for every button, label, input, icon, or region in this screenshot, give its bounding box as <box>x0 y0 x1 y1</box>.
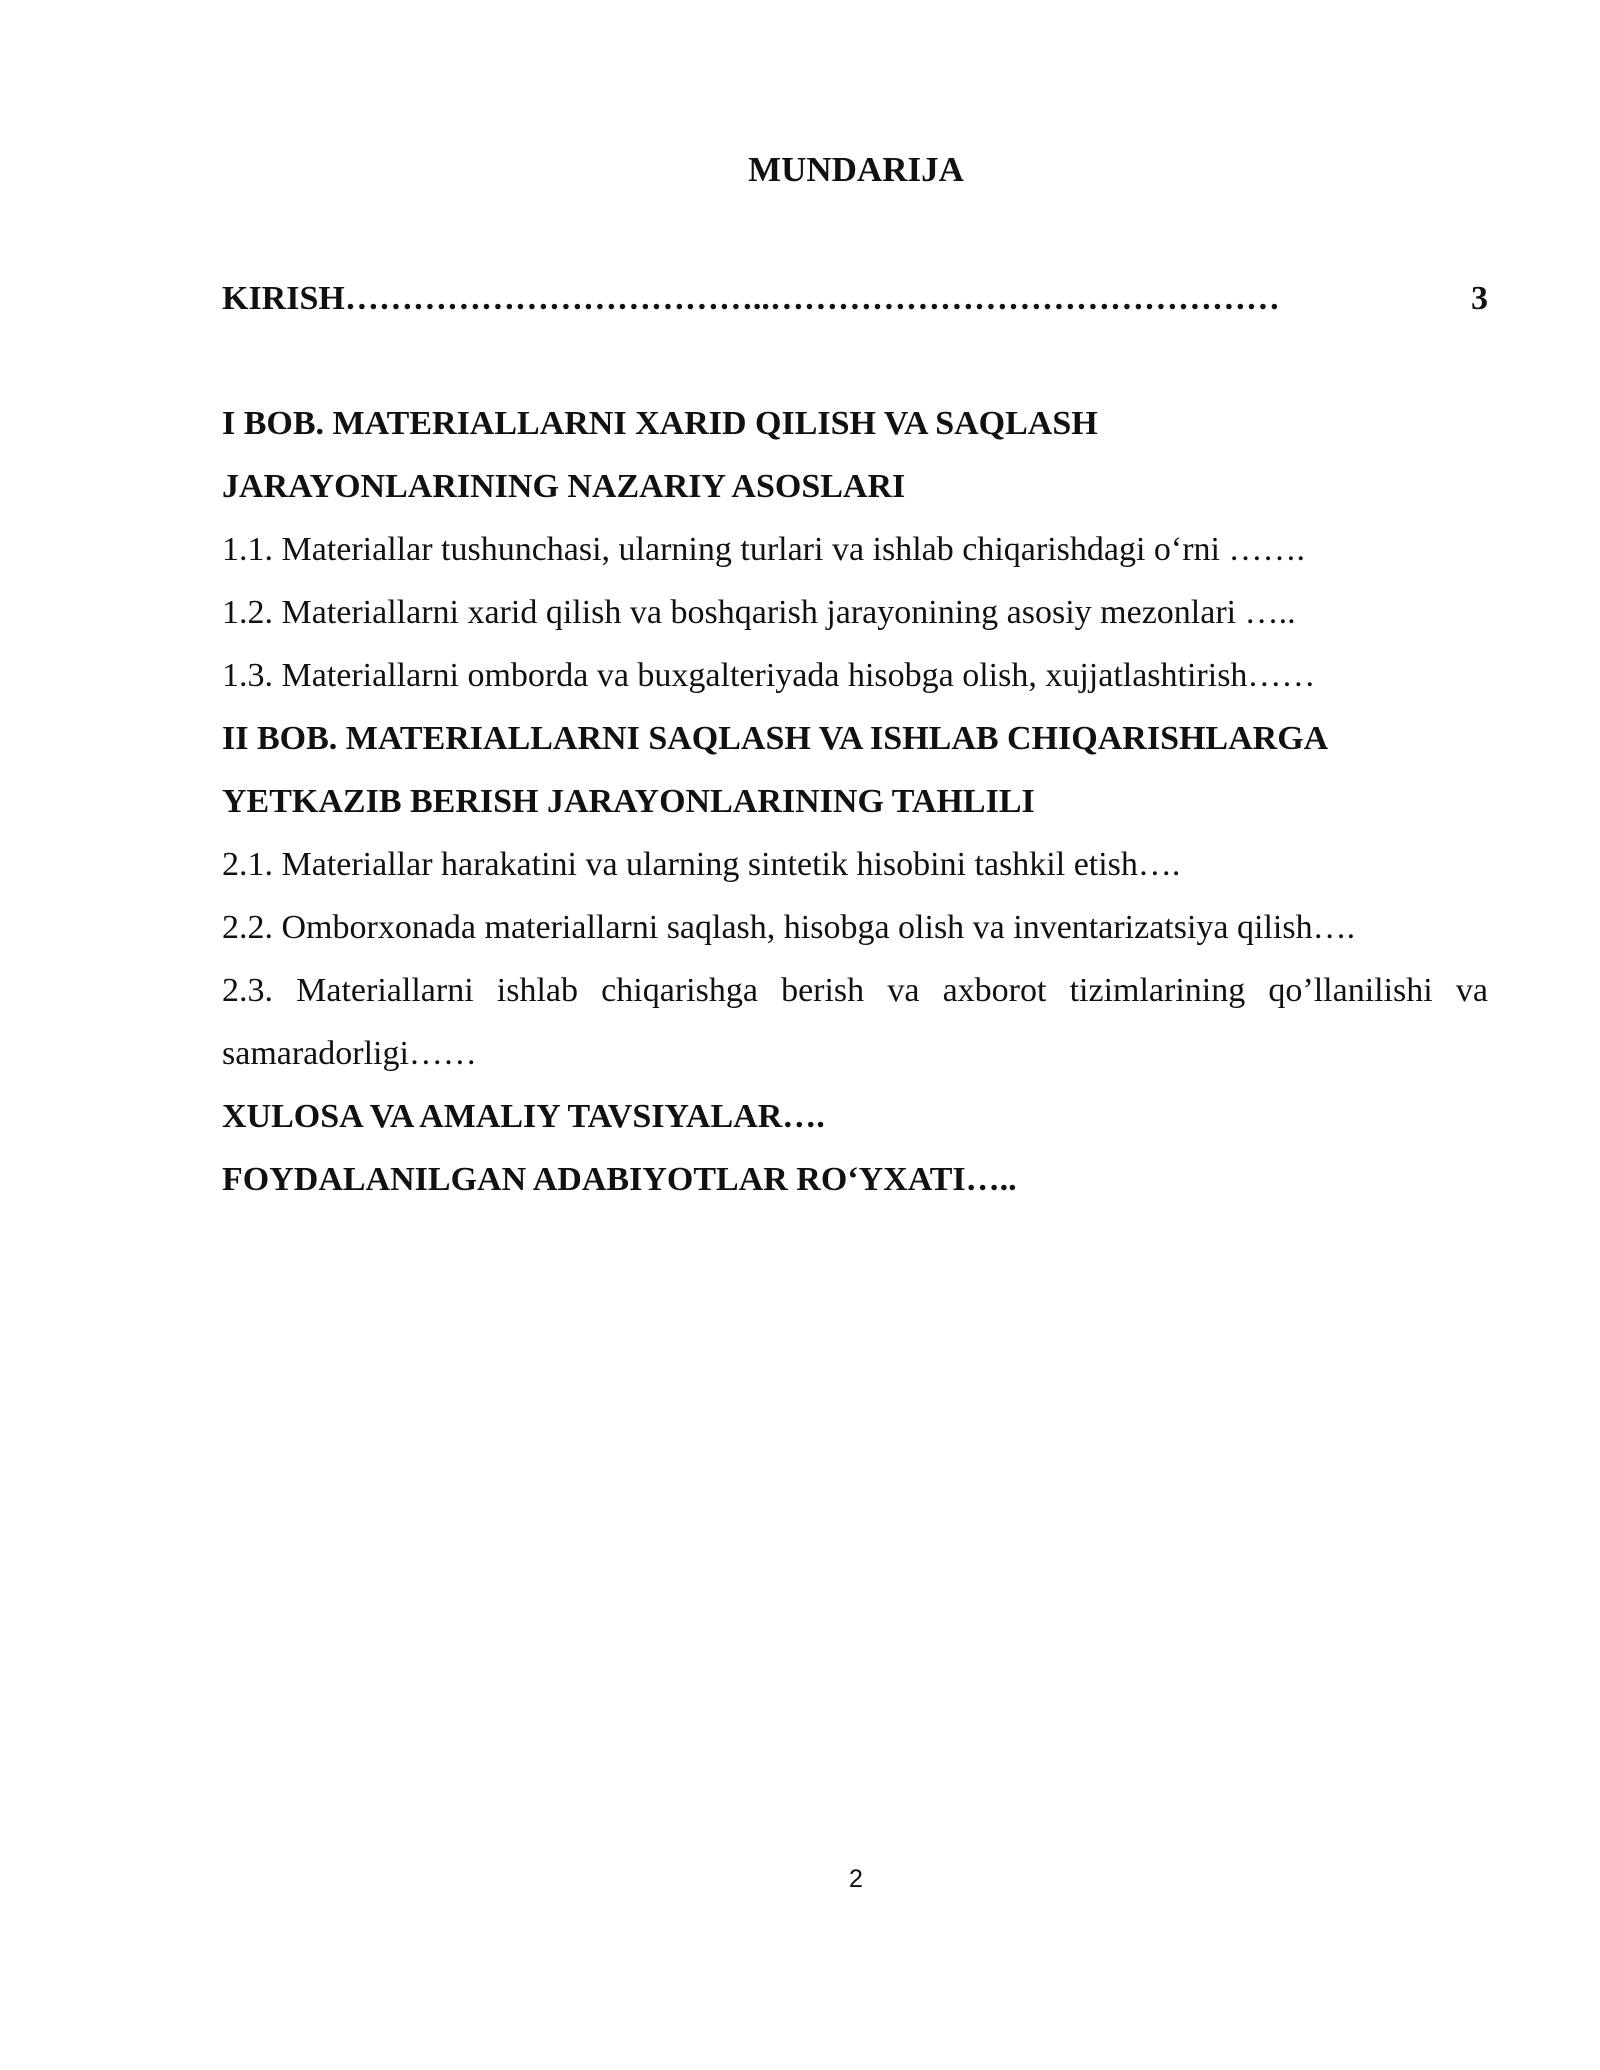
toc-kirish-lead <box>222 267 1471 330</box>
toc-entry: 2.1. Materiallar harakatini va ularning sintetik hisobini tashkil etish…. <box>222 846 1181 883</box>
toc-entry: FOYDALANILGAN ADABIYOTLAR RO‘YXATI….. <box>222 1161 1017 1198</box>
page-number: 2 <box>849 1865 863 1893</box>
toc-entry: YETKAZIB BERISH JARAYONLARINING TAHLILI <box>222 783 1035 820</box>
toc-entry: 1.3. Materiallarni omborda va buxgalteriyada hisobga olish, xujjatlashtirish…… <box>222 657 1316 694</box>
toc-list <box>222 392 1488 1211</box>
toc-entry: samaradorligi…… <box>222 1035 477 1072</box>
toc-entry-kirish <box>222 267 1488 330</box>
toc-entry: 2.2. Omborxonada materiallarni saqlash, hisobga olish va inventarizatsiya qilish…. <box>222 909 1356 946</box>
toc-entry: II BOB. MATERIALLARNI SAQLASH VA ISHLAB CHIQARISHLARGA <box>222 720 1329 757</box>
toc-kirish-leader: ………………………………..……………………………………… <box>344 280 1280 317</box>
toc-entry: JARAYONLARINING NAZARIY ASOSLARI <box>222 468 906 505</box>
toc-kirish-label: KIRISH <box>222 280 345 317</box>
page-title: MUNDARIJA <box>748 150 964 189</box>
toc-entry: 2.3. Materiallarni ishlab chiqarishga berish va axborot tizimlarining qo’llanilishi va <box>222 972 1488 1009</box>
toc-entry: XULOSA VA AMALIY TAVSIYALAR…. <box>222 1098 825 1135</box>
toc-entry: 1.1. Materiallar tushunchasi, ularning turlari va ishlab chiqarishdagi o‘rni ……. <box>222 531 1306 568</box>
toc-entry: I BOB. MATERIALLARNI XARID QILISH VA SAQLASH <box>222 405 1098 442</box>
toc-entry: 1.2. Materiallarni xarid qilish va boshqarish jarayonining asosiy mezonlari ….. <box>222 594 1296 631</box>
toc-kirish-page-number: 3 <box>1471 280 1488 317</box>
